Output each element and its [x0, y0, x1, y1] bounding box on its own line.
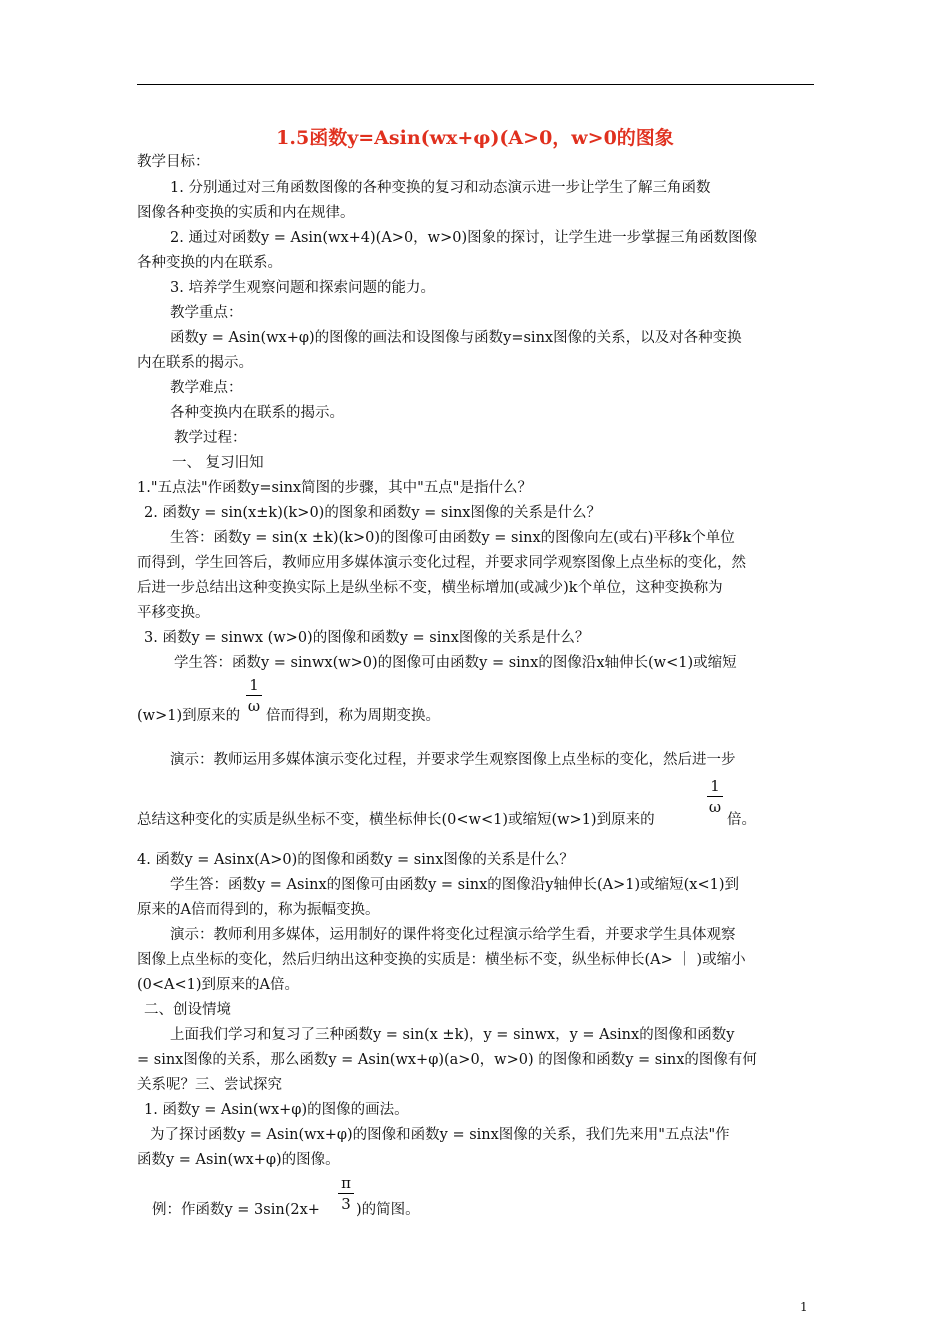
- text-line: 3. 培养学生观察问题和探索问题的能力。: [170, 280, 435, 296]
- text-line: 各种变换内在联系的揭示。: [170, 405, 344, 421]
- text-line: 关系呢？三、尝试探究: [137, 1077, 282, 1093]
- page-title: 1.5函数y=Asin(wx+φ)(A>0，w>0的图象: [276, 127, 674, 149]
- text-line: 图像上点坐标的变化，然后归纳出这种变换的实质是：横坐标不变，纵坐标伸长(A> ｜ )或缩小: [137, 952, 746, 968]
- text-line: 原来的A倍而得到的，称为振幅变换。: [137, 902, 380, 918]
- text-line: )的简图。: [356, 1202, 420, 1218]
- text-line: 函数y = Asin(wx+φ)的图像。: [137, 1152, 340, 1168]
- text-line: 各种变换的内在联系。: [137, 255, 282, 271]
- text-line: 1."五点法"作函数y=sinx简图的步骤，其中"五点"是指什么？: [137, 480, 532, 496]
- text-line: 教学重点：: [170, 305, 243, 321]
- text-line: 生答：函数y = sin(x ±k)(k>0)的图像可由函数y = sinx的图像向左(或右)平移k个单位: [170, 530, 735, 546]
- header-rule: [137, 84, 814, 85]
- text-line: 教学目标：: [137, 154, 210, 170]
- fraction-numerator: 1: [249, 676, 259, 694]
- text-line: 函数y = Asin(wx+φ)的图像的画法和设图像与函数y=sinx图像的关系，以及对各种变换: [170, 330, 742, 346]
- text-line: 4. 函数y = Asinx(A>0)的图像和函数y = sinx图像的关系是什么？: [137, 852, 574, 868]
- text-line: 平移变换。: [137, 605, 210, 621]
- text-line: 2. 函数y = sin(x±k)(k>0)的图象和函数y = sinx图像的关系是什么？: [144, 505, 601, 521]
- text-line: 学生答：函数y = sinwx(w>0)的图像可由函数y = sinx的图像沿x轴伸长(w<1)或缩短: [174, 655, 737, 671]
- text-line: 后进一步总结出这种变换实际上是纵坐标不变，横坐标增加(或减少)k个单位，这种变换称为: [137, 580, 723, 596]
- text-line: 2. 通过对函数y = Asin(wx+4)(A>0，w>0)图象的探讨，让学生进一步掌握三角函数图像: [170, 230, 758, 246]
- text-line: 倍。: [727, 812, 756, 828]
- text-line: 学生答：函数y = Asinx的图像可由函数y = sinx的图像沿y轴伸长(A>1)或缩短(x<1)到: [170, 877, 739, 893]
- fraction-bar: [707, 796, 723, 797]
- text-line: 1. 函数y = Asin(wx+φ)的图像的画法。: [144, 1102, 409, 1118]
- page-number: 1: [800, 1300, 808, 1314]
- fraction-denominator: ω: [247, 697, 261, 715]
- text-line: 图像各种变换的实质和内在规律。: [137, 205, 355, 221]
- text-line: 1. 分别通过对三角函数图像的各种变换的复习和动态演示进一步让学生了解三角函数: [170, 180, 711, 196]
- text-line: 例：作函数y = 3sin(2x+: [152, 1202, 320, 1218]
- text-line: = sinx图像的关系，那么函数y = Asin(wx+φ)(a>0，w>0) 的图像和函数y = sinx的图像有何: [137, 1052, 757, 1068]
- text-line: 教学难点：: [170, 380, 243, 396]
- text-line: 为了探讨函数y = Asin(wx+φ)的图像和函数y = sinx图像的关系，我们先来用"五点法"作: [150, 1127, 730, 1143]
- text-line: 总结这种变化的实质是纵坐标不变，横坐标伸长(0<w<1)或缩短(w>1)到原来的: [137, 812, 655, 828]
- fraction-numerator: 1: [710, 777, 720, 795]
- fraction-one-over-omega: [244, 676, 264, 715]
- text-line: 上面我们学习和复习了三种函数y = sin(x ±k)，y = sinwx，y = Asinx的图像和函数y: [170, 1027, 735, 1043]
- text-line: 教学过程：: [174, 430, 247, 446]
- fraction-pi-over-three: [336, 1174, 356, 1213]
- text-line: 演示：教师运用多媒体演示变化过程，并要求学生观察图像上点坐标的变化，然后进一步: [170, 752, 736, 768]
- fraction-numerator: π: [341, 1174, 351, 1192]
- fraction-bar: [338, 1193, 354, 1194]
- text-line: 演示：教师利用多媒体，运用制好的课件将变化过程演示给学生看，并要求学生具体观察: [170, 927, 736, 943]
- fraction-denominator: 3: [341, 1195, 351, 1213]
- text-line: (w>1)到原来的: [137, 708, 241, 724]
- text-line: 内在联系的揭示。: [137, 355, 253, 371]
- text-line: 倍而得到，称为周期变换。: [266, 708, 440, 724]
- text-line: 二、创设情境: [144, 1002, 231, 1018]
- fraction-one-over-omega: [705, 777, 725, 816]
- fraction-bar: [246, 695, 262, 696]
- text-line: 一、 复习旧知: [172, 455, 264, 471]
- text-line: 3. 函数y = sinwx (w>0)的图像和函数y = sinx图像的关系是什么？: [144, 630, 590, 646]
- fraction-denominator: ω: [708, 798, 722, 816]
- text-line: (0<A<1)到原来的A倍。: [137, 977, 300, 993]
- text-line: 而得到，学生回答后，教师应用多媒体演示变化过程，并要求同学观察图像上点坐标的变化，然: [137, 555, 746, 571]
